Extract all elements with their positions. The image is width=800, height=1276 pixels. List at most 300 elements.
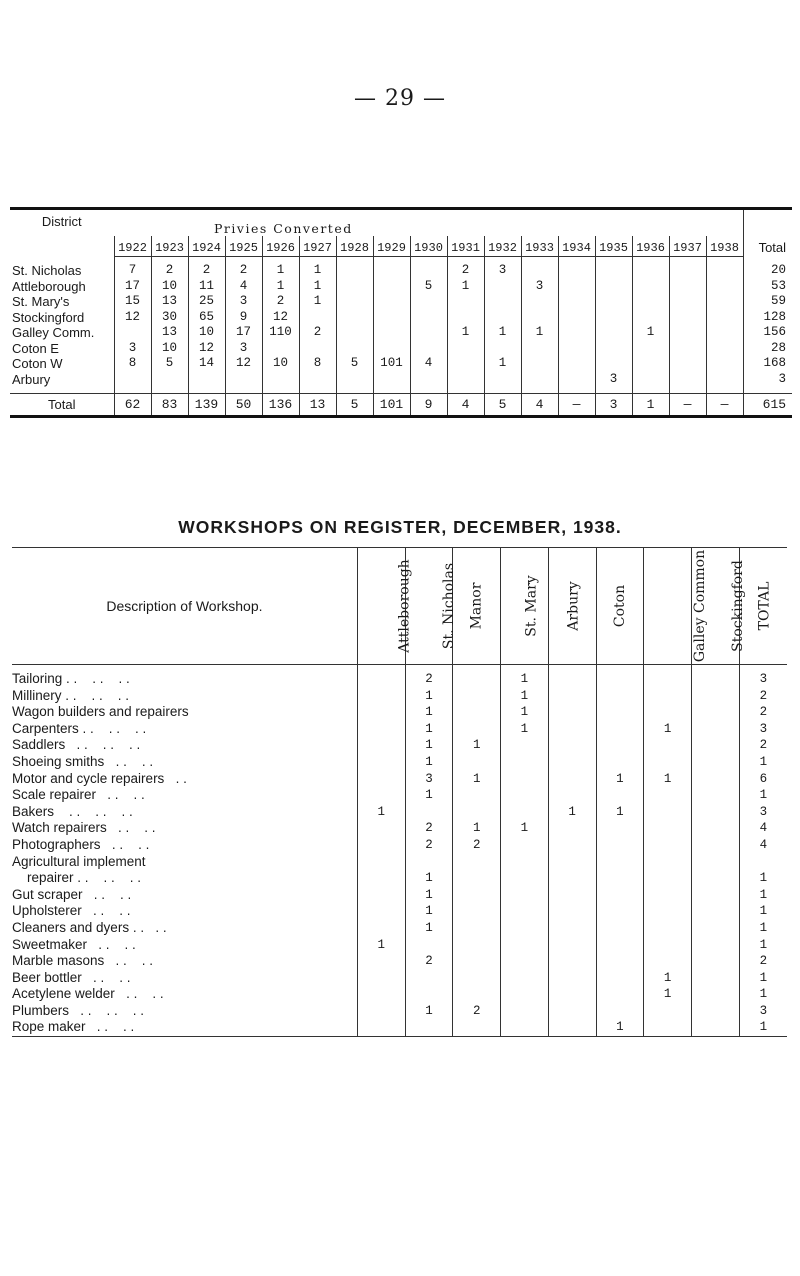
count-cell: 1	[262, 279, 299, 295]
leader-dots: . .	[164, 770, 187, 786]
count-cell	[501, 903, 549, 920]
count-cell: 3	[739, 721, 787, 738]
count-cell	[595, 341, 632, 357]
table-row	[12, 704, 787, 721]
count-cell: 2	[405, 837, 453, 854]
year-total: 5	[484, 394, 521, 417]
count-cell: 1	[739, 920, 787, 937]
year-header: 1931	[447, 236, 484, 257]
leader-dots: . .	[144, 919, 167, 935]
district-name: Galley Comm.	[12, 325, 95, 341]
count-cell	[595, 310, 632, 326]
count-cell	[548, 986, 596, 1003]
count-cell	[596, 903, 644, 920]
count-cell	[336, 279, 373, 295]
count-cell: 2	[405, 665, 453, 688]
total-header: Total	[743, 209, 792, 257]
year-header: 1932	[484, 236, 521, 257]
count-cell	[596, 870, 644, 887]
count-cell: 1	[405, 721, 453, 738]
count-cell: 1	[405, 887, 453, 904]
count-cell: 1	[739, 937, 787, 954]
count-cell	[453, 953, 501, 970]
count-cell	[114, 325, 151, 341]
count-cell	[644, 953, 692, 970]
workshop-name: Plumbers	[12, 1002, 70, 1018]
count-cell	[357, 953, 405, 970]
count-cell: 1	[501, 688, 549, 705]
column-header	[644, 548, 709, 665]
count-cell	[632, 310, 669, 326]
count-cell: 9	[225, 310, 262, 326]
row-total: 3	[743, 372, 792, 388]
leader-dots: . . . .	[87, 936, 136, 952]
count-cell: 1	[262, 263, 299, 279]
count-cell	[521, 310, 558, 326]
count-cell	[548, 953, 596, 970]
count-cell	[151, 372, 188, 388]
table-row	[12, 953, 787, 970]
count-cell	[692, 887, 740, 904]
count-cell	[706, 325, 743, 341]
row-total: 128	[743, 310, 792, 326]
year-header: 1926	[262, 236, 299, 257]
count-cell: 8	[299, 356, 336, 372]
count-cell	[405, 986, 453, 1003]
table-row	[10, 341, 792, 357]
count-cell	[596, 787, 644, 804]
count-cell	[692, 920, 740, 937]
leader-dots: . . . .	[106, 820, 156, 836]
table-row	[10, 263, 792, 279]
count-cell: 12	[114, 310, 151, 326]
year-header: 1936	[632, 236, 669, 257]
count-cell	[692, 1003, 740, 1020]
count-cell	[632, 263, 669, 279]
count-cell	[669, 263, 706, 279]
count-cell	[447, 356, 484, 372]
count-cell	[410, 341, 447, 357]
table-row	[10, 372, 792, 388]
workshop-name: Saddlers	[12, 737, 66, 753]
count-cell	[706, 356, 743, 372]
count-cell	[558, 263, 595, 279]
year-total: 50	[225, 394, 262, 417]
count-cell: 1	[405, 688, 453, 705]
workshop-name: Wagon builders and repairers	[12, 704, 189, 720]
workshop-name: Acetylene welder	[12, 986, 115, 1002]
district-name: Arbury	[12, 371, 51, 387]
count-cell: 10	[151, 279, 188, 295]
count-cell	[692, 970, 740, 987]
column-header-label: St. Nicholas	[440, 562, 457, 650]
table-row	[12, 754, 787, 771]
count-cell: 12	[225, 356, 262, 372]
count-cell	[644, 887, 692, 904]
workshop-name: Gut scraper	[12, 886, 83, 902]
count-cell: 1	[453, 820, 501, 837]
count-cell: 12	[262, 310, 299, 326]
count-cell: 1	[521, 325, 558, 341]
count-cell	[669, 279, 706, 295]
count-cell	[501, 986, 549, 1003]
count-cell: 1	[596, 804, 644, 821]
workshop-description	[12, 837, 357, 854]
count-cell	[692, 986, 740, 1003]
row-total: 59	[743, 294, 792, 310]
workshop-name: Beer bottler	[12, 969, 82, 985]
year-total: 1	[632, 394, 669, 417]
count-cell	[501, 804, 549, 821]
count-cell	[336, 294, 373, 310]
count-cell: 1	[644, 721, 692, 738]
count-cell: 1	[501, 665, 549, 688]
count-cell: 1	[739, 787, 787, 804]
count-cell: 1	[447, 279, 484, 295]
count-cell	[596, 754, 644, 771]
table-row	[12, 937, 787, 954]
count-cell	[299, 341, 336, 357]
leader-dots: . . . . . .	[65, 737, 141, 753]
workshop-description	[12, 986, 357, 1003]
count-cell	[501, 1019, 549, 1036]
column-header-label: Coton	[611, 584, 628, 628]
table-row	[12, 986, 787, 1003]
table-row	[12, 787, 787, 804]
count-cell	[447, 341, 484, 357]
year-header: 1922	[114, 236, 151, 257]
count-cell	[596, 665, 644, 688]
count-cell	[521, 372, 558, 388]
column-header	[739, 548, 787, 665]
count-cell	[484, 372, 521, 388]
leader-dots: . . . . . .	[62, 671, 130, 686]
count-cell	[644, 665, 692, 688]
year-total: 83	[151, 394, 188, 417]
count-cell	[548, 820, 596, 837]
count-cell: 14	[188, 356, 225, 372]
count-cell	[501, 920, 549, 937]
count-cell	[596, 953, 644, 970]
count-cell	[632, 356, 669, 372]
workshop-description	[12, 704, 357, 721]
count-cell: 5	[410, 279, 447, 295]
count-cell: 30	[151, 310, 188, 326]
count-cell	[692, 754, 740, 771]
count-cell	[558, 294, 595, 310]
count-cell	[558, 325, 595, 341]
year-header: 1937	[669, 236, 706, 257]
count-cell: 1	[405, 754, 453, 771]
count-cell	[706, 341, 743, 357]
workshop-description	[12, 970, 357, 987]
year-total: 139	[188, 394, 225, 417]
count-cell	[447, 294, 484, 310]
column-header-label: TOTAL	[756, 581, 773, 631]
count-cell	[357, 665, 405, 688]
count-cell	[114, 372, 151, 388]
count-cell: 1	[596, 1019, 644, 1036]
count-cell	[453, 920, 501, 937]
count-cell	[596, 1003, 644, 1020]
workshop-name: Photographers	[12, 836, 101, 852]
row-total: 156	[743, 325, 792, 341]
count-cell	[548, 771, 596, 788]
workshop-name: Rope maker	[12, 1019, 86, 1035]
leader-dots: . . . .	[104, 753, 154, 769]
count-cell	[644, 804, 692, 821]
total-row	[10, 394, 792, 417]
leader-dots: . . . .	[93, 720, 147, 736]
count-cell	[644, 737, 692, 754]
count-cell: 4	[739, 820, 787, 837]
count-cell	[692, 937, 740, 954]
count-cell: 1	[405, 920, 453, 937]
count-cell: 13	[151, 325, 188, 341]
count-cell: 1	[596, 771, 644, 788]
workshop-description	[12, 870, 357, 887]
count-cell	[669, 294, 706, 310]
leader-dots: . . . .	[96, 787, 145, 803]
count-cell	[501, 754, 549, 771]
workshop-name: repairer	[12, 870, 74, 886]
count-cell	[706, 310, 743, 326]
workshops-table	[12, 547, 787, 1037]
district-name: Coton W	[12, 356, 63, 372]
row-total: 53	[743, 279, 792, 295]
column-header-label: Attleborough	[396, 559, 413, 653]
workshop-name: Bakers	[12, 803, 55, 819]
count-cell	[453, 721, 501, 738]
count-cell: 2	[739, 688, 787, 705]
count-cell	[548, 870, 596, 887]
table-row	[12, 1019, 787, 1036]
workshop-name: Sweetmaker	[12, 936, 88, 952]
count-cell: 17	[114, 279, 151, 295]
column-header-label: St. Mary	[523, 575, 540, 637]
count-cell: 10	[262, 356, 299, 372]
count-cell	[453, 704, 501, 721]
count-cell	[644, 820, 692, 837]
workshop-description	[12, 920, 357, 937]
count-cell	[453, 688, 501, 705]
count-cell: 3	[225, 294, 262, 310]
count-cell	[644, 854, 692, 871]
year-total: 13	[299, 394, 336, 417]
workshop-description	[12, 820, 357, 837]
count-cell	[644, 870, 692, 887]
count-cell	[548, 754, 596, 771]
count-cell	[669, 341, 706, 357]
grand-total: 615	[743, 394, 792, 417]
table-row	[12, 804, 787, 821]
count-cell	[405, 1019, 453, 1036]
count-cell	[521, 263, 558, 279]
workshop-name: Carpenters . .	[12, 720, 94, 736]
district-name: Coton E	[12, 340, 59, 356]
count-cell	[501, 887, 549, 904]
count-cell: 2	[299, 325, 336, 341]
year-header: 1927	[299, 236, 336, 257]
workshop-description	[12, 771, 357, 788]
count-cell	[548, 937, 596, 954]
count-cell	[405, 937, 453, 954]
count-cell	[548, 1019, 596, 1036]
count-cell	[453, 986, 501, 1003]
count-cell: 1	[299, 279, 336, 295]
table-row	[12, 737, 787, 754]
year-total: 101	[373, 394, 410, 417]
count-cell: 2	[447, 263, 484, 279]
count-cell: 3	[739, 665, 787, 688]
count-cell: 1	[501, 704, 549, 721]
workshop-description	[12, 665, 357, 688]
count-cell	[669, 372, 706, 388]
count-cell	[453, 787, 501, 804]
count-cell: 1	[501, 721, 549, 738]
workshop-description	[12, 754, 357, 771]
count-cell	[521, 294, 558, 310]
count-cell	[644, 704, 692, 721]
count-cell	[596, 986, 644, 1003]
count-cell: 3	[114, 341, 151, 357]
privies-converted-table	[10, 207, 792, 418]
count-cell	[692, 704, 740, 721]
workshop-name: Marble masons	[12, 953, 105, 969]
count-cell	[596, 820, 644, 837]
count-cell	[453, 937, 501, 954]
count-cell	[548, 920, 596, 937]
count-cell	[548, 970, 596, 987]
count-cell	[595, 294, 632, 310]
workshop-name: Upholsterer	[12, 903, 82, 919]
row-total: 28	[743, 341, 792, 357]
count-cell	[373, 325, 410, 341]
row-total: 168	[743, 356, 792, 372]
count-cell	[501, 771, 549, 788]
count-cell	[501, 787, 549, 804]
count-cell: 8	[114, 356, 151, 372]
count-cell	[632, 279, 669, 295]
count-cell	[596, 937, 644, 954]
count-cell: 1	[447, 325, 484, 341]
count-cell: 5	[336, 356, 373, 372]
table-row	[12, 771, 787, 788]
district-header: District	[41, 214, 82, 229]
count-cell: 4	[739, 837, 787, 854]
count-cell	[501, 953, 549, 970]
count-cell: 1	[644, 970, 692, 987]
count-cell	[357, 903, 405, 920]
count-cell: 1	[299, 263, 336, 279]
count-cell	[692, 903, 740, 920]
year-total: 4	[447, 394, 484, 417]
count-cell	[548, 1003, 596, 1020]
count-cell	[644, 754, 692, 771]
count-cell	[644, 903, 692, 920]
count-cell	[558, 372, 595, 388]
count-cell	[357, 820, 405, 837]
table-row	[12, 920, 787, 937]
column-header	[453, 548, 501, 665]
table-row	[12, 688, 787, 705]
workshop-name: Scale repairer	[12, 787, 97, 803]
count-cell	[548, 737, 596, 754]
count-cell	[501, 937, 549, 954]
count-cell: 1	[405, 737, 453, 754]
count-cell	[521, 341, 558, 357]
count-cell: 1	[644, 771, 692, 788]
count-cell: 12	[188, 341, 225, 357]
count-cell	[692, 688, 740, 705]
workshop-name: Shoeing smiths	[12, 753, 105, 769]
count-cell	[669, 310, 706, 326]
count-cell	[484, 294, 521, 310]
count-cell	[373, 372, 410, 388]
count-cell	[357, 986, 405, 1003]
count-cell	[692, 721, 740, 738]
count-cell: 2	[188, 263, 225, 279]
leader-dots: . . . .	[85, 1019, 135, 1035]
count-cell	[501, 854, 549, 871]
count-cell: 2	[739, 953, 787, 970]
count-cell	[692, 787, 740, 804]
count-cell: 4	[410, 356, 447, 372]
count-cell	[484, 279, 521, 295]
count-cell	[262, 341, 299, 357]
count-cell	[596, 854, 644, 871]
workshop-name: Motor and cycle repairers	[12, 770, 165, 786]
count-cell: 110	[262, 325, 299, 341]
count-cell	[692, 771, 740, 788]
count-cell	[357, 870, 405, 887]
count-cell	[548, 854, 596, 871]
year-header: 1938	[706, 236, 743, 257]
count-cell	[453, 1019, 501, 1036]
count-cell	[644, 688, 692, 705]
count-cell	[357, 837, 405, 854]
workshops-title: WORKSHOPS ON REGISTER, DECEMBER, 1938.	[178, 517, 622, 537]
count-cell	[357, 970, 405, 987]
column-header	[357, 548, 413, 665]
workshop-description	[12, 854, 357, 871]
count-cell	[410, 310, 447, 326]
count-cell: 2	[405, 953, 453, 970]
count-cell	[548, 688, 596, 705]
count-cell: 2	[262, 294, 299, 310]
workshop-description	[12, 1019, 357, 1036]
count-cell: 2	[739, 704, 787, 721]
count-cell	[357, 920, 405, 937]
count-cell	[548, 665, 596, 688]
count-cell	[548, 704, 596, 721]
count-cell: 1	[299, 294, 336, 310]
count-cell	[644, 1019, 692, 1036]
year-total: 9	[410, 394, 447, 417]
count-cell	[644, 920, 692, 937]
count-cell	[453, 870, 501, 887]
column-header-label: Manor	[468, 582, 485, 630]
count-cell	[501, 870, 549, 887]
count-cell: 13	[151, 294, 188, 310]
count-cell	[632, 341, 669, 357]
count-cell	[692, 1019, 740, 1036]
year-header: 1934	[558, 236, 595, 257]
count-cell	[357, 787, 405, 804]
count-cell	[453, 665, 501, 688]
count-cell: 65	[188, 310, 225, 326]
count-cell: 1	[739, 986, 787, 1003]
